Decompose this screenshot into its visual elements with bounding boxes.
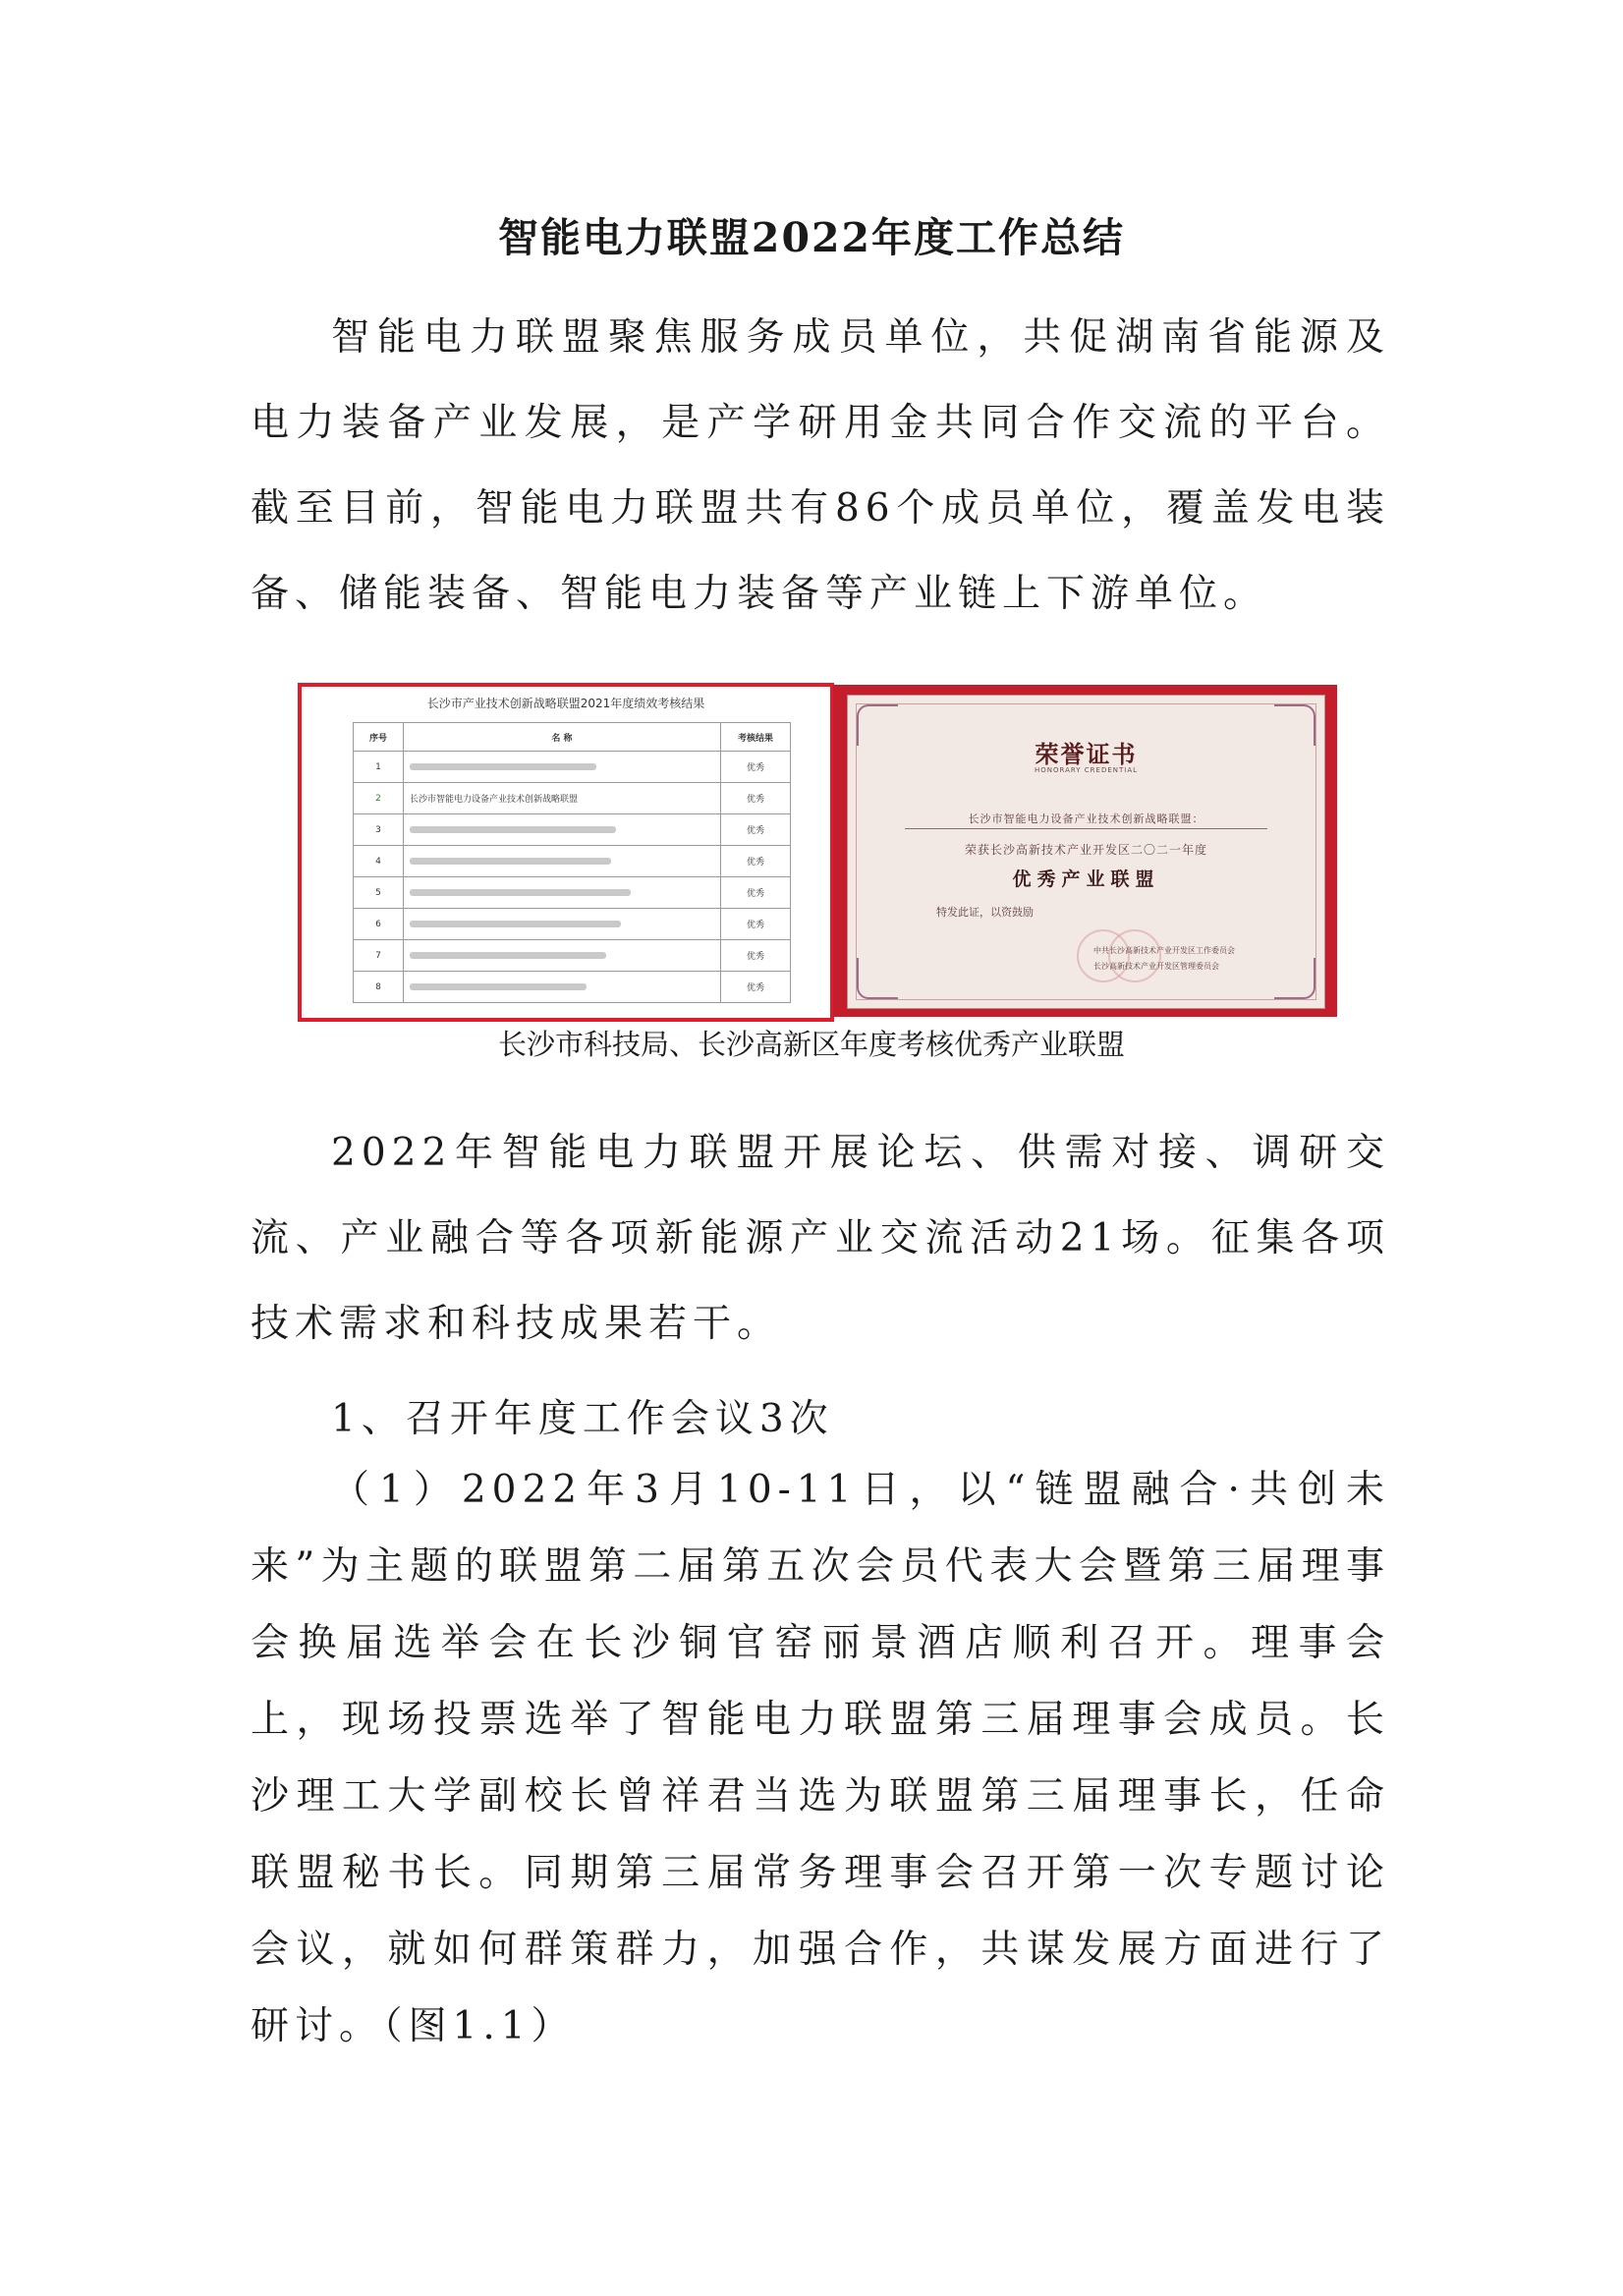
row-name-redacted (404, 877, 721, 909)
evaluation-table-title: 长沙市产业技术创新战略联盟2021年度绩效考核结果 (426, 697, 705, 710)
table-row (354, 752, 791, 783)
evaluation-table-image (298, 683, 834, 1022)
row-no: 1 (354, 752, 404, 783)
table-row (354, 877, 791, 909)
table-row (354, 909, 791, 940)
table-row (354, 940, 791, 972)
certificate-subheading: HONORARY CREDENTIAL (1034, 766, 1139, 774)
row-name-redacted (404, 972, 721, 1003)
ornament-corner-icon (857, 958, 898, 999)
row-no: 5 (354, 877, 404, 909)
row-no: 3 (354, 814, 404, 846)
row-no: 6 (354, 909, 404, 940)
row-no: 7 (354, 940, 404, 972)
row-result: 优秀 (721, 846, 791, 877)
certificate-award-name: 优秀产业联盟 (1012, 868, 1160, 890)
evaluation-table (353, 722, 791, 1003)
certificate-recipient: 长沙市智能电力设备产业技术创新战略联盟： (905, 811, 1267, 829)
row-name-redacted (404, 846, 721, 877)
figure-caption: 长沙市科技局、长沙高新区年度考核优秀产业联盟 (497, 1028, 1125, 1061)
row-no: 8 (354, 972, 404, 1003)
row-result: 优秀 (721, 877, 791, 909)
certificate-issuer-2: 长沙高新技术产业开发区管理委员会 (1093, 962, 1219, 971)
row-name: 长沙市智能电力设备产业技术创新战略联盟 (404, 783, 721, 814)
paragraph-meeting-1: （1）2022年3月10-11日，以“链盟融合·共创未来”为主题的联盟第二届第五次会员代表大会暨第三届理事会换届选举会在长沙铜官窑丽景酒店顺利召开。理事会上，现场投票选举了智能电力联盟第三届理事会成员。长沙理工大学副校长曾祥君当选为联盟第三届理事长，任命联盟秘书长。同期第三届常务理事会召开第一次专题讨论会议，就如何群策群力，加强合作，共谋发展方面进行了研讨。（图1.1） (251, 1468, 1390, 2048)
row-result: 优秀 (721, 814, 791, 846)
row-result: 优秀 (721, 972, 791, 1003)
row-result: 优秀 (721, 783, 791, 814)
award-figure (298, 683, 1339, 1022)
certificate-award-line: 荣获长沙高新技术产业开发区二〇二一年度 (964, 843, 1207, 857)
certificate-paper (847, 695, 1325, 1009)
row-no: 4 (354, 846, 404, 877)
table-row (354, 972, 791, 1003)
honor-certificate-image (833, 685, 1337, 1017)
table-row (354, 814, 791, 846)
table-header-no: 序号 (354, 723, 404, 752)
row-result: 优秀 (721, 940, 791, 972)
section-heading-meetings: 1、召开年度工作会议3次 (331, 1397, 834, 1441)
row-name-redacted (404, 940, 721, 972)
certificate-closing: 特发此证，以资鼓励 (936, 906, 1034, 919)
row-result: 优秀 (721, 752, 791, 783)
row-name-redacted (404, 909, 721, 940)
row-name-redacted (404, 752, 721, 783)
certificate-issuers (1093, 943, 1235, 975)
row-result: 优秀 (721, 909, 791, 940)
certificate-issuer-1: 中共长沙高新技术产业开发区工作委员会 (1093, 946, 1235, 955)
table-row (354, 783, 791, 814)
ornament-corner-icon (1274, 958, 1315, 999)
table-row (354, 846, 791, 877)
document-title: 智能电力联盟2022年度工作总结 (497, 214, 1126, 261)
table-header-result: 考核结果 (721, 723, 791, 752)
row-name-redacted (404, 814, 721, 846)
paragraph-intro: 智能电力联盟聚焦服务成员单位，共促湖南省能源及电力装备产业发展，是产学研用金共同合作交流的平台。截至目前，智能电力联盟共有86个成员单位，覆盖发电装备、储能装备、智能电力装备等产业链上下游单位。 (251, 315, 1390, 616)
paragraph-activities: 2022年智能电力联盟开展论坛、供需对接、调研交流、产业融合等各项新能源产业交流活动21场。征集各项技术需求和科技成果若干。 (251, 1131, 1390, 1346)
row-no: 2 (354, 783, 404, 814)
table-header-name: 名 称 (404, 723, 721, 752)
certificate-heading: 荣誉证书 (1035, 740, 1138, 768)
